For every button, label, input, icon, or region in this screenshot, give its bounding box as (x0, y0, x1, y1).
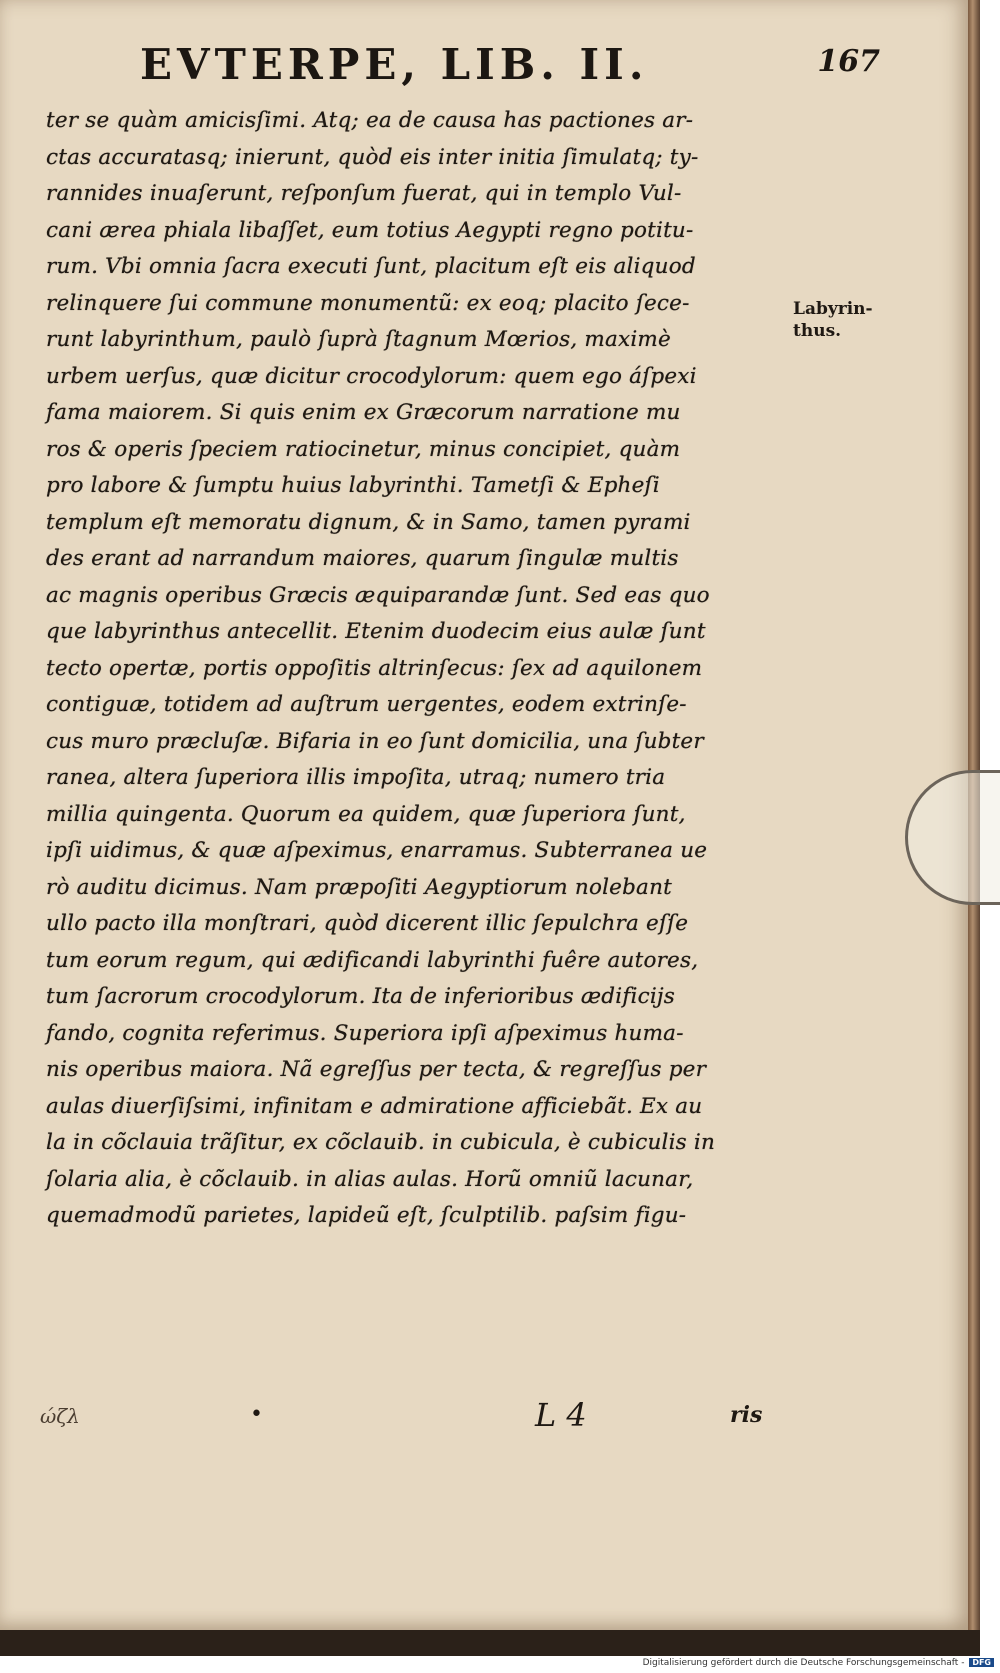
text-line: la in cõclauia trãſitur, ex cõclauib. in cubicula, è cubiculis in (46, 1130, 716, 1155)
ink-mark: ώζλ (40, 1404, 80, 1428)
page-header (140, 40, 880, 92)
text-line: ipſi uidimus, & quæ aſpeximus, enarramus. Subterranea ue (46, 838, 708, 863)
text-line: ter se quàm amicisſimi. Atq; ea de causa has pactiones ar- (46, 108, 694, 133)
margin-note (793, 298, 873, 342)
text-line: aulas diuerſiſsimi, infinitam e admiratione afficiebãt. Ex au (46, 1093, 703, 1119)
catchword: ris (730, 1402, 763, 1428)
text-line: rum. Vbi omnia ſacra executi ſunt, placitum eſt eis aliquod (46, 254, 696, 279)
text-line: cani ærea phiala libaſſet, eum totius Aegypti regno potitu- (46, 217, 694, 243)
text-line: templum eſt memoratu dignum, & in Samo, tamen pyrami (46, 509, 691, 535)
page-number: 167 (817, 44, 880, 79)
funding-credit (643, 1658, 994, 1668)
text-line: ctas accuratasq; inierunt, quòd eis inter initia ſimulatq; ty- (46, 144, 699, 170)
text-line: cus muro præcluſæ. Bifaria in eo ſunt domicilia, una ſubter (46, 728, 704, 754)
text-line: urbem uerſus, quæ dicitur crocodylorum: quem ego áſpexi (46, 363, 697, 389)
page-footer (40, 1396, 780, 1442)
text-line: ranea, altera ſuperiora illis impoſita, utraq; numero tria (46, 765, 666, 790)
text-line: rannides inuaſerunt, reſponſum fuerat, qui in templo Vul- (46, 181, 682, 206)
text-line: des erant ad narrandum maiores, quarum ſingulæ multis (46, 546, 679, 571)
text-line: fando, cognita referimus. Superiora ipſi aſpeximus huma- (46, 1020, 684, 1046)
text-line: ſolaria alia, è cõclauib. in alias aulas. Horũ omniũ lacunar, (46, 1166, 694, 1192)
text-line: runt labyrinthum, paulò ſuprà ſtagnum Mœrios, maximè (46, 327, 671, 352)
text-line: que labyrinthus antecellit. Etenim duodecim eius aulæ ſunt (46, 619, 706, 644)
dfg-logo-icon: DFG (969, 1658, 994, 1667)
margin-note-line: thus. (793, 321, 842, 341)
text-line: relinquere ſui commune monumentũ: ex eoq; placito ſece- (46, 290, 690, 316)
text-line: contiguæ, totidem ad auſtrum uergentes, eodem extrinſe- (46, 692, 687, 717)
body-text (46, 103, 776, 1235)
running-head: EVTERPE, LIB. II. (140, 40, 649, 89)
credit-text: Digitalisierung gefördert durch die Deutsche Forschungsgemeinschaft - (642, 1658, 965, 1668)
text-line: millia quingenta. Quorum ea quidem, quæ ſuperiora ſunt, (46, 801, 686, 827)
text-line: ros & operis ſpeciem ratiocinetur, minus concipiet, quàm (46, 436, 681, 462)
text-line: pro labore & ſumptu huius labyrinthi. Tametſi & Epheſi (46, 473, 660, 498)
text-line: tecto opertæ, portis oppoſitis altrinſecus: ſex ad aquilonem (46, 655, 703, 681)
text-line: ullo pacto illa monſtrari, quòd dicerent illic ſepulchra eſſe (46, 911, 689, 936)
book-bottom-edge (0, 1630, 980, 1656)
text-line: nis operibus maiora. Nã egreſſus per tecta, & regreſſus per (46, 1057, 707, 1082)
ink-dot: • (250, 1402, 263, 1427)
margin-note-line: Labyrin- (793, 299, 873, 319)
text-line: quemadmodũ parietes, lapideũ eſt, ſculptilib. paſsim figu- (46, 1203, 687, 1228)
signature-mark: L 4 (535, 1396, 587, 1434)
text-line: ac magnis operibus Græcis æquiparandæ ſunt. Sed eas quo (46, 582, 710, 608)
text-line: tum eorum regum, qui ædificandi labyrinthi fuêre autores, (46, 947, 699, 973)
text-line: rò auditu dicimus. Nam præpoſiti Aegyptiorum nolebant (46, 874, 672, 900)
text-line: tum ſacrorum crocodylorum. Ita de inferioribus ædificijs (46, 984, 675, 1009)
text-line: fama maiorem. Si quis enim ex Græcorum narratione mu (46, 400, 681, 425)
